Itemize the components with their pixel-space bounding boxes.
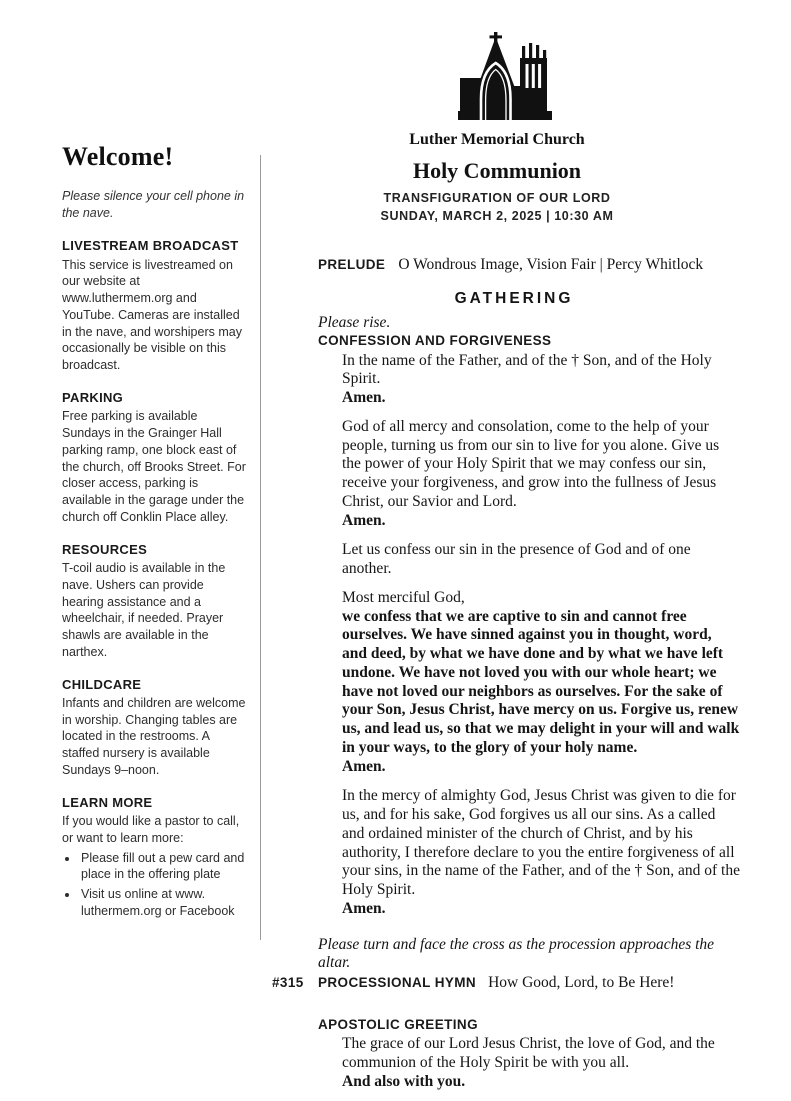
amen-response: Amen. — [342, 899, 386, 917]
confession-address: Most merciful God, — [342, 588, 465, 606]
service-datetime: SUNDAY, MARCH 2, 2025 | 10:30 AM — [380, 209, 614, 223]
greeting-text: The grace of our Lord Jesus Christ, the love of God, and the communion of the Holy Spirit be with you all. — [342, 1035, 715, 1071]
prelude-title: O Wondrous Image, Vision Fair | Percy Whitlock — [398, 256, 704, 273]
hymn-label: PROCESSIONAL HYMN — [318, 975, 477, 991]
greeting-response: And also with you. — [342, 1072, 466, 1090]
childcare-section — [62, 676, 248, 779]
resources-body: T-coil audio is available in the nave. Ushers can provide hearing assistance and a wheelchair, if needed. Prayer shawls are available in the narthex. — [62, 561, 226, 659]
parking-section — [62, 389, 248, 526]
prelude-label: PRELUDE — [318, 257, 386, 272]
confession-invitation: Let us confess our sin in the presence of God and of one another. — [342, 541, 691, 578]
hymn-number: #315 — [272, 975, 304, 991]
column-divider-line — [260, 155, 261, 940]
bulletin-header — [262, 32, 732, 223]
gathering-heading: GATHERING — [454, 289, 574, 307]
welcome-sidebar — [62, 140, 248, 935]
welcome-title: Welcome! — [62, 142, 174, 171]
prelude-line — [318, 256, 740, 275]
resources-heading: RESOURCES — [62, 541, 148, 557]
order-of-service — [272, 256, 740, 1101]
absolution-text: In the mercy of almighty God, Jesus Christ was given to die for us, and for his sake, God forgives us all our sins. As a called and ordained minister of the church of Christ, and by his authority, I therefore declare to you the entire forgiveness of all your sins, in the name of the Father, and of the † Son, and of the Holy Spirit. — [342, 787, 740, 899]
invocation-text: In the name of the Father, and of the † Son, and of the Holy Spirit. — [342, 351, 712, 388]
learn-more-intro: If you would like a pastor to call, or want to learn more: — [62, 814, 240, 845]
service-title: Holy Communion — [412, 158, 582, 183]
learn-more-list — [79, 850, 248, 920]
apostolic-greeting-heading: APOSTOLIC GREETING — [318, 1016, 478, 1032]
amen-response: Amen. — [342, 389, 386, 407]
processional-hymn-line — [272, 974, 740, 993]
list-item: • Visit us online at www. luthermem.org or Facebook — [79, 886, 248, 920]
resources-section — [62, 541, 248, 661]
livestream-section — [62, 237, 248, 374]
feast-day-line: TRANSFIGURATION OF OUR LORD — [383, 191, 611, 205]
hymn-title: How Good, Lord, to Be Here! — [488, 974, 675, 992]
list-item: • Please fill out a pew card and place in the offering plate — [79, 850, 248, 884]
confession-prayer: we confess that we are captive to sin and cannot free ourselves. We have sinned against you in thought, word, and deed, by what we have done and by what we have left undone. We have not loved you with our whole heart; we have not loved our neighbors as ourselves. For the sake of your Son, Jesus Christ, have mercy on us. Forgive us, renew us, and lead us, so that we may delight in your will and walk in your ways, to the glory of your holy name. — [342, 607, 740, 756]
church-name: Luther Memorial Church — [409, 131, 585, 148]
livestream-body: This service is livestreamed on our website at www.luthermem.org and YouTube. Cameras are installed in the nave, and worshipers may occasionally be visible on this broadcast. — [62, 257, 242, 373]
livestream-heading: LIVESTREAM BROADCAST — [62, 238, 239, 254]
confession-heading: CONFESSION AND FORGIVENESS — [318, 333, 552, 349]
learn-more-section — [62, 794, 248, 920]
childcare-body: Infants and children are welcome in worship. Changing tables are located in the restrooms. A staffed nursery is available Sundays 9–noon. — [62, 695, 246, 777]
rubric-face-cross: Please turn and face the cross as the procession approaches the altar. — [318, 935, 715, 972]
prayer-of-mercy: God of all mercy and consolation, come to the help of your people, turning us from our sin to live for you alone. Give us the power of your Holy Spirit that we may confess our sin, receive your forgiveness, and grow into the fullness of Jesus Christ, our Savior and Lord. — [342, 417, 720, 510]
silence-phone-note: Please silence your cell phone in the nave. — [62, 188, 245, 220]
learn-more-heading: LEARN MORE — [62, 794, 153, 810]
childcare-heading: CHILDCARE — [62, 676, 142, 692]
amen-response: Amen. — [342, 511, 386, 529]
rubric-please-rise: Please rise. — [318, 313, 391, 331]
church-icon — [262, 32, 732, 125]
amen-response: Amen. — [342, 757, 386, 775]
parking-body: Free parking is available Sundays in the Grainger Hall parking ramp, one block east of the church, off Brooks Street. For closer access, parking is available in the garage under the church off Conklin Place alley. — [62, 409, 246, 524]
parking-heading: PARKING — [62, 389, 124, 405]
